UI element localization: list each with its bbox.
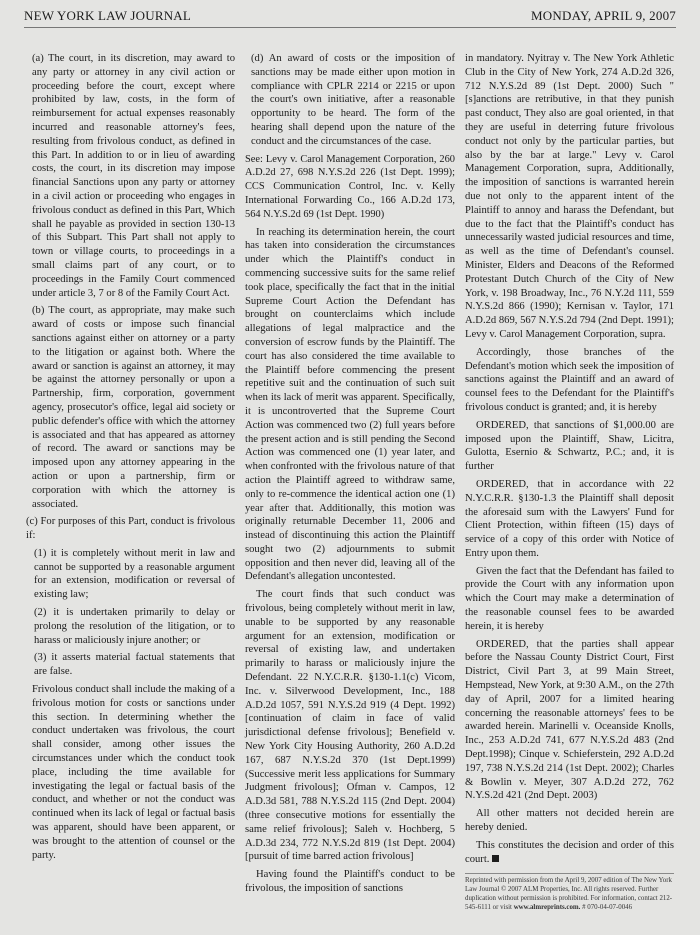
publication-date: MONDAY, APRIL 9, 2007: [531, 8, 676, 23]
reprint-text: Reprinted with permission from the April 9, 2007 edition of The New York Law Journal © 2007 ALM Properties, Inc. All rights reserved. Further duplication without permission is prohibited. For information, contact 212-545-6111 or visit: [465, 877, 673, 911]
paragraph: (c) For purposes of this Part, conduct is frivolous if:: [26, 516, 235, 542]
publication-name: NEW YORK LAW JOURNAL: [24, 8, 192, 23]
paragraph: Having found the Plaintiff's conduct to be frivolous, the imposition of sanctions: [245, 869, 455, 895]
reprint-code: # 070-04-07-0046: [582, 903, 633, 911]
paragraph: (d) An award of costs or the imposition of sanctions may be made either upon motion in compliance with CPLR 2214 or 2215 or upon the court's own initiative, after a reasonable opportunity to be heard. The form of the hearing shall depend upon the nature of the conduct and the circumstances of the case.: [251, 53, 455, 147]
citation-paragraph: See: Levy v. Carol Management Corporation, 260 A.D.2d 27, 698 N.Y.S.2d 226 (1st Dept. 1999); CCS Communication Control, Inc. v. Kelly International Forwarding Co., 166 A.D.2d 173, 564 N.Y.S.2d 69 (1st Dept. 1990): [245, 153, 455, 220]
reprint-website-link[interactable]: www.almreprints.com.: [513, 903, 581, 911]
paragraph: ORDERED, that sanctions of $1,000.00 are imposed upon the Plaintiff, Shaw, Licitra, Gulotta, Esernio & Schwartz, P.C.; and, it is further: [465, 419, 674, 473]
paragraph: (3) it asserts material factual statements that are false.: [34, 652, 235, 678]
paragraph: Given the fact that the Defendant has failed to provide the Court with any information upon which the Court may make a determination of the reasonable counsel fees to be awarded herein, it is hereby: [465, 565, 674, 632]
end-mark-square-icon: [492, 855, 499, 862]
paragraph: (b) The court, as appropriate, may make such award of costs or impose such financial sanctions against either on attorney or a party to the litigation or against both. Where the award or sanction is against an attorney, it may be against the attorney personally or upon a Partnership, firm, corporation, government agency, prosecutor's office, legal aid society or public defender's office with which the attorney is associated and that has appeared as attorney of record. The award or sanctions may be imposed upon any attorney appearing in the action or upon a partnership, firm or corporation with which the attorney is associated.: [32, 305, 235, 510]
paragraph: (1) it is completely without merit in law and cannot be supported by a reasonable argument for an extension, modification or reversal of existing law;: [34, 547, 235, 601]
paragraph: In reaching its determination herein, the court has taken into consideration the circumstances under which the Plaintiff's conduct in commencing successive suits for the same relief took place, specifically the fact that in the initial Supreme Court Action the Defendant has brought on counterclaims which include allegations of legal malpractice and the conversion of escrow funds by the Plaintiff. The court has also considered the time available to the Plaintiff before commencing the present repetitive suit and the continuation of such suit when its lack of merit was apparent. Specifically, it is uncontroverted that the Supreme Court Action was commenced two (2) full years before the present action and is still pending the Second Action was commenced one (1) year later, and when confronted with the frivolous nature of that action the Plaintiff agreed to withdraw same, only to re-commence the identical action one (1) year after that. Additionally, this motion was originally returnable December 11, 2006 and instead of discontinuing this action the Plaintiff sought two (2) adjournments to submit opposition and then never did, leaving all of the Defendant's allegation uncontested.: [245, 226, 455, 583]
closing-text: This constitutes the decision and order of this court.: [465, 839, 674, 865]
paragraph: Frivolous conduct shall include the making of a frivolous motion for costs or sanctions under this section. In determining whether the conduct undertaken was frivolous, the court shall consider, among other issues the circumstances under which the conduct took place, including the time available for investigating the legal or factual basis of the conduct, and whether or not the conduct was continued when its lack of legal or factual basis was apparent, should have been apparent, or was brought to the attention of counsel or the party.: [32, 684, 235, 861]
paragraph: ORDERED, that the parties shall appear before the Nassau County District Court, First District, Civil Part 3, at 99 Main Street, Hempstead, New York, at 9:30 A.M., on the 27th day of April, 2007 for a limited hearing concerning the reasonable attorneys' fees to be awarded herein. Marinelli v. Oceanside Knolls, Inc., 253 A.D.2d 741, 677 N.Y.S.2d 483 (2nd Dept.1998); Cinque v. Schieferstein, 292 A.D.2d 197, 738 N.Y.S.2d 214 (1st Dept. 2002); Charles & Bowlin v. Meyer, 307 A.D.2d 272, 762 N.Y.S.2d 421 (2nd Dept. 2003): [465, 638, 674, 802]
paragraph: ORDERED, that in accordance with 22 N.Y.C.R.R. §130-1.3 the Plaintiff shall deposit the aforesaid sum with the Lawyers' Fund for Client Protection, within fifteen (15) days of service of a copy of this order with Notice of Entry upon them.: [465, 478, 674, 559]
reprint-notice: [465, 873, 674, 913]
paragraph: in mandatory. Nyitray v. The New York Athletic Club in the City of New York, 274 A.D.2d 326, 712 N.Y.S.2d 89 (1st Dept. 2000) Such "[s]anctions are retributive, in that they punish past conduct, They also are goal oriented, in that they are useful in deterring future frivolous conduct not only by the particular parties, but also by the bar at large." Levy v. Carol Management Corporation, supra, Additionally, the imposition of sanctions is warranted herein due not only to the apparent intent of the Plaintiff to annoy and harass the Defendant, but due to the fact that the Plaintiff's conduct has unnecessarily wasted judicial resources and time, as well as the time of Defendant's counsel. Minister, Elders and Deacons of the Reformed Protestant Dutch Church of the City of New York, v. 198 Broadway, Inc., 76 N.Y.2d 111, 559 N.Y.S.2d 866 (1990); Kernisan v. Taylor, 171 A.D.2d 869, 567 N.Y.S.2d 794 (2nd Dept. 1991); Levy v. Carol Management Corporation, supra.: [465, 53, 674, 340]
paragraph: Accordingly, those branches of the Defendant's motion which seek the imposition of sanctions against the Plaintiff and an award of counsel fees to the Defendant for the Plaintiff's frivolous conduct is granted; and, it is hereby: [465, 346, 674, 413]
paragraph: All other matters not decided herein are hereby denied.: [465, 808, 674, 834]
paragraph: (a) The court, in its discretion, may award to any party or attorney in any civil action or proceeding before the court, except where prohibited by law, costs, in the form of reimbursement for actual expenses reasonably incurred and reasonable attorney's fees, resulting from frivolous conduct, as defined in this Part. In addition to or in lieu of awarding costs, the court, in its discretion may impose financial Sanctions upon any party or attorney in a civil action or proceeding who engages in frivolous conduct as defined in this Part, Which shall he payable as provided in section 130-13 of this Subpart. This Part shall not apply to town or village courts, to proceedings in a small claims part of any court, or to proceedings in the Family Court commenced under article 3, 7 or 8 of the Family Court Act.: [32, 53, 235, 299]
closing-paragraph: [465, 839, 674, 867]
column-2: [245, 52, 455, 930]
page-header: [24, 6, 676, 28]
column-1: [26, 52, 235, 930]
paragraph: (2) it is undertaken primarily to delay or prolong the resolution of the litigation, or to harass or maliciously injure another; or: [34, 607, 235, 646]
column-3: [465, 52, 674, 865]
paragraph: The court finds that such conduct was frivolous, being completely without merit in law, unable to be supported by any reasonable argument for an extension, modification or reversal of existing law, and undertaken primarily to harass or maliciously injure the Defendant. 22 N.Y.C.R.R. §130-1.1(c) Vicom, Inc. v. Silverwood Development, Inc., 188 A.D.2d 1057, 591 N.Y.S.2d 919 (4 Dept. 1992) [continuation of claim in face of valid jurisdictional defense frivolous]; Benefield v. New York City Housing Authority, 260 A.D.2d 167, 687 N.Y.S.2d 370 (1st Dept.1999) (Successive merit less applications for Summary Judgment frivolous]; Ofman v. Campos, 12 A.D.3d 581, 788 N.Y.S.2d 115 (2nd Dept. 2004) (three consecutive motions for essentially the same relief frivolous]; Saleh v. Hochberg, 5 A.D.3d 234, 772 N.Y.S.2d 819 (1st Dept. 2004) [pursuit of time barred action frivolous]: [245, 589, 455, 863]
